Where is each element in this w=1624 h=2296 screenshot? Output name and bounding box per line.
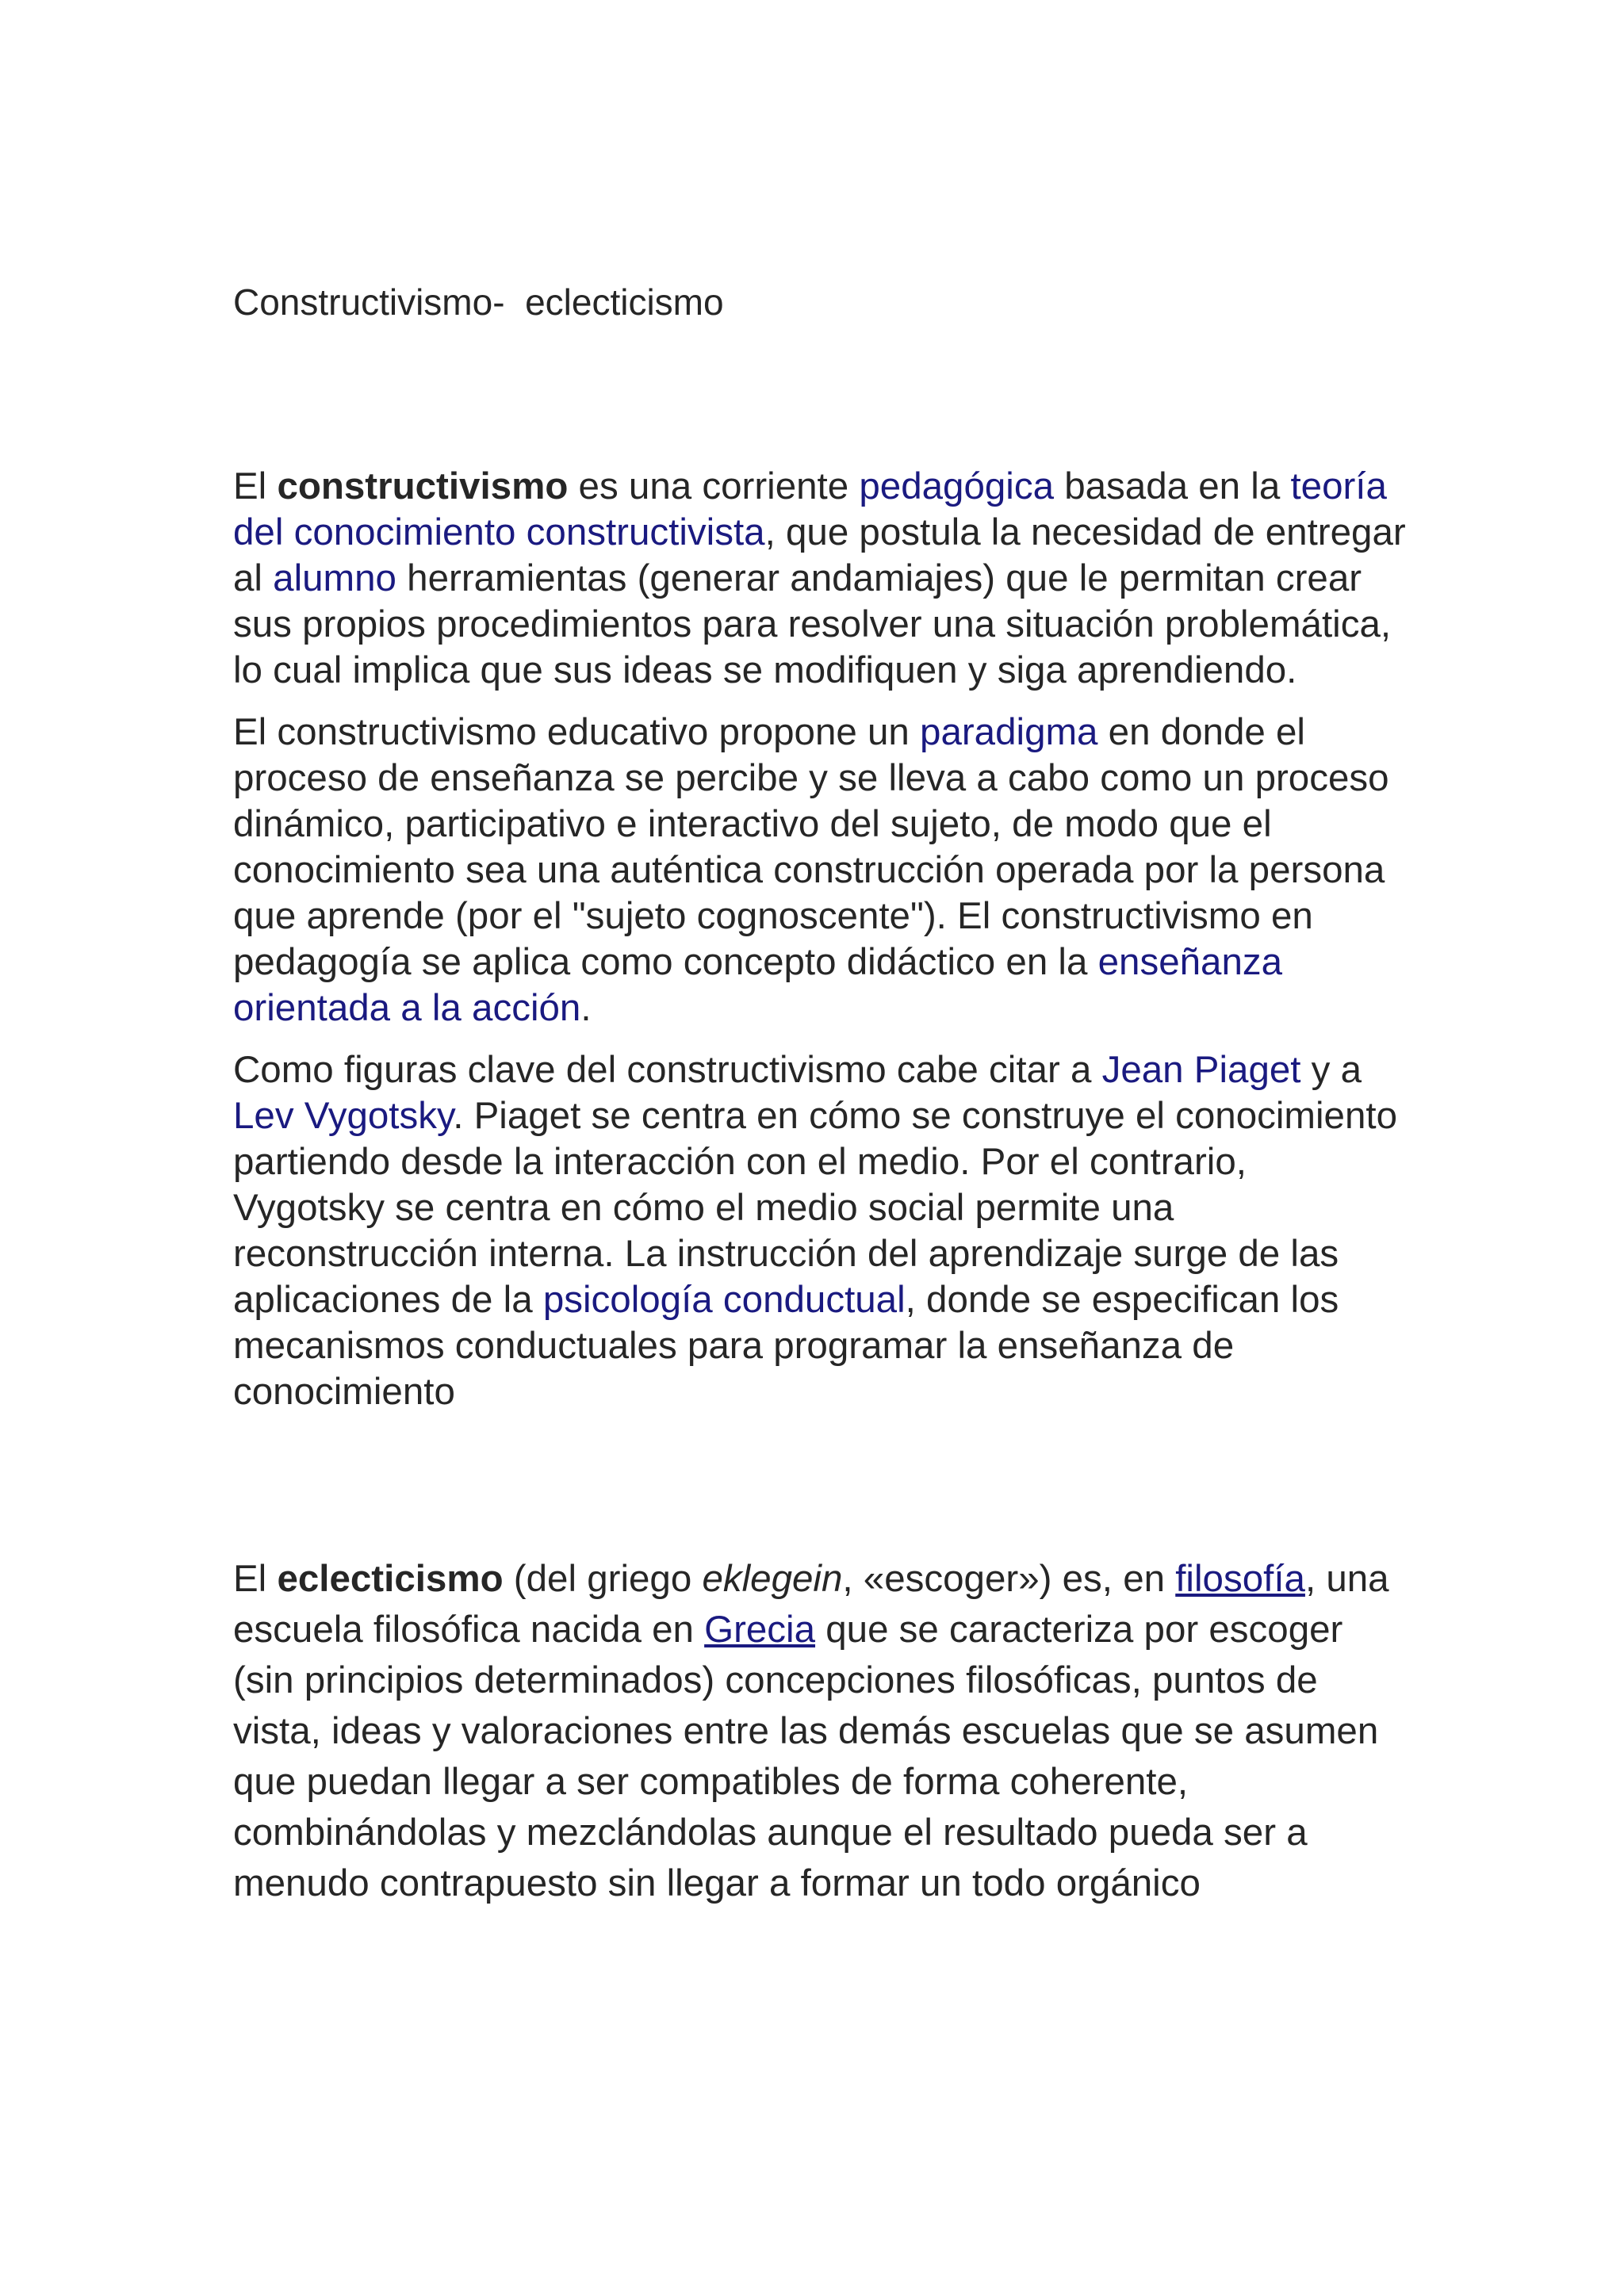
text-run: El [233,465,278,507]
paragraph-eclecticism-definition [233,1554,1407,1909]
text-run: . [580,987,592,1029]
link-pedagogica[interactable]: pedagógica [859,465,1055,507]
text-run: , una escuela filosófica nacida en [233,1558,1389,1651]
link-lev-vygotsky[interactable]: Lev Vygotsky [233,1095,454,1137]
bold-term-eclecticismo: eclecticismo [277,1558,504,1600]
text-run: El [233,1558,278,1600]
text-run: basada en la [1054,465,1291,507]
text-run: . Piaget se centra en cómo se construye el conocimiento partiendo desde la interacción con el medio. Por el contrario, Vygotsky se centra en cómo el medio social permite una reconstrucción interna. La instrucción del aprendizaje surge de las aplicaciones de la [233,1095,1397,1321]
eclecticism-section [233,1554,1407,1909]
text-run: , «escoger») es, en [842,1558,1176,1600]
link-ensenanza-orientada-accion[interactable]: enseñanza orientada a la acción [233,941,1283,1029]
text-run: en donde el proceso de enseñanza se percibe y se lleva a cabo como un proceso dinámico, participativo e interactivo del sujeto, de modo que el conocimiento sea una auténtica construcción operada por la persona que aprende (por el "sujeto cognoscente"). El constructivismo en pedagogía se aplica como concepto didáctico en la [233,711,1389,983]
text-run: , donde se especifican los mecanismos conductuales para programar la enseñanza de conocimiento [233,1279,1339,1413]
italic-term-eklegein: eklegein [702,1558,843,1600]
constructivism-section [233,464,1407,1431]
text-run: que se caracteriza por escoger (sin principios determinados) concepciones filosóficas, puntos de vista, ideas y valoraciones entre las demás escuelas que se asumen que puedan llegar a ser compatibles de forma coherente, combinándolas y mezclándolas aunque el resultado pueda ser a menudo contrapuesto sin llegar a formar un todo orgánico [233,1609,1379,1904]
text-run: , que postula la necesidad de entregar al [233,511,1406,599]
text-run: (del griego [503,1558,703,1600]
link-grecia[interactable]: Grecia [704,1609,816,1651]
text-run: es una corriente [568,465,860,507]
text-run: El constructivismo educativo propone un [233,711,921,753]
link-filosofia[interactable]: filosofía [1175,1558,1305,1600]
link-alumno[interactable]: alumno [273,557,396,599]
document-title: Constructivismo- eclecticismo [233,281,724,323]
text-run: herramientas (generar andamiajes) que le permitan crear sus propios procedimientos para resolver una situación problemática, lo cual implica que sus ideas se modifiquen y siga aprendiendo. [233,557,1392,691]
paragraph-constructivism-definition [233,464,1407,694]
bold-term-constructivismo: constructivismo [277,465,569,507]
link-teoria-conocimiento-constructivista[interactable]: teoría del conocimiento constructivista [233,465,1387,553]
paragraph-constructivism-figures [233,1047,1407,1415]
text-run: Como figuras clave del constructivismo cabe citar a [233,1049,1102,1091]
link-paradigma[interactable]: paradigma [920,711,1098,753]
paragraph-constructivism-paradigm [233,710,1407,1031]
text-run: y a [1300,1049,1362,1091]
link-jean-piaget[interactable]: Jean Piaget [1101,1049,1301,1091]
link-psicologia-conductual[interactable]: psicología conductual [542,1279,906,1321]
